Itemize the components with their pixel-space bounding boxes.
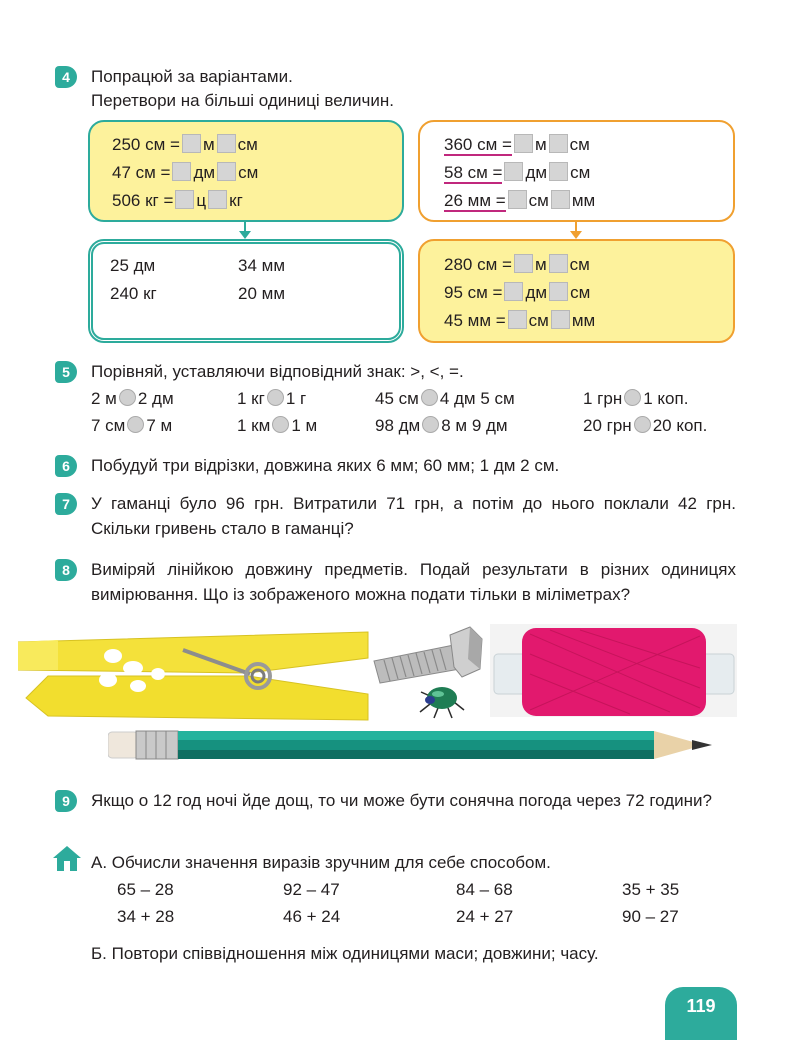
comparison-item: 7 см 7 м	[91, 416, 173, 435]
answer-square	[504, 282, 523, 301]
task-number-badge: 4	[55, 66, 77, 88]
answer-square	[182, 134, 201, 153]
expression: 46 + 24	[283, 907, 341, 926]
answer-square	[551, 190, 570, 209]
variant-box-c	[88, 239, 404, 343]
conversion-row: 47 см = дм см	[112, 163, 259, 182]
conversion-row: 250 см = м см	[112, 135, 258, 154]
task-number-badge: 8	[55, 559, 77, 581]
answer-square	[551, 310, 570, 329]
expression: 35 + 35	[622, 880, 680, 899]
answer-square	[549, 162, 568, 181]
value-text: 25 дм	[110, 256, 156, 275]
answer-square	[514, 254, 533, 273]
task-number-badge: 6	[55, 455, 77, 477]
value-text: 240 кг	[110, 284, 157, 303]
compare-circle	[634, 416, 651, 433]
expression: 92 – 47	[283, 880, 340, 899]
expression: 90 – 27	[622, 907, 679, 926]
task-instruction: Побудуй три відрізки, довжина яких 6 мм; 60 мм; 1 дм 2 см.	[91, 456, 560, 475]
expression: 34 + 28	[117, 907, 175, 926]
answer-square	[549, 134, 568, 153]
expression: 84 – 68	[456, 880, 513, 899]
compare-circle	[267, 389, 284, 406]
task-instruction: У гаманці було 96 грн. Витратили 71 грн, а потім до нього поклали 42 грн. Скільки гривень стало в гаманці?	[91, 494, 736, 538]
task-instruction: Попрацюй за варіантами.	[91, 67, 293, 86]
pencil-image	[108, 726, 712, 766]
comparison-item: 98 дм 8 м 9 дм	[375, 416, 508, 435]
compare-circle	[127, 416, 144, 433]
expression: 24 + 27	[456, 907, 514, 926]
orange-arrow-down-icon	[569, 222, 583, 240]
answer-square	[549, 254, 568, 273]
conversion-row: 360 см = м см	[444, 135, 590, 154]
answer-square	[172, 162, 191, 181]
teal-arrow-down-icon	[238, 222, 252, 240]
answer-square	[514, 134, 533, 153]
comparison-item: 45 см 4 дм 5 см	[375, 389, 515, 408]
answer-square	[508, 310, 527, 329]
conversion-row: 280 см = м см	[444, 255, 590, 274]
compare-circle	[119, 389, 136, 406]
compare-circle	[421, 389, 438, 406]
comparison-item: 20 грн 20 коп.	[583, 416, 708, 435]
home-icon	[52, 844, 82, 872]
clothespin-image	[18, 628, 370, 723]
bolt-image	[372, 625, 484, 685]
conversion-row: 45 мм = см мм	[444, 311, 596, 330]
beetle-image	[418, 680, 466, 720]
conversion-row: 58 см = дм см	[444, 163, 591, 182]
task-instruction: Порівняй, уставляючи відповідний знак: >, <, =.	[91, 362, 464, 381]
task-instruction: Перетвори на більші одиниці величин.	[91, 91, 394, 110]
variant-box-b	[418, 120, 735, 222]
answer-square	[217, 162, 236, 181]
answer-square	[217, 134, 236, 153]
home-task-a-text: А. Обчисли значення виразів зручним для себе способом.	[91, 853, 551, 872]
conversion-row: 26 мм = см мм	[444, 191, 596, 210]
answer-square	[504, 162, 523, 181]
task-instruction: Якщо о 12 год ночі йде дощ, то чи може бути сонячна погода через 72 години?	[91, 791, 712, 810]
value-text: 34 мм	[238, 256, 286, 275]
value-text: 20 мм	[238, 284, 286, 303]
comparison-item: 1 км 1 м	[237, 416, 318, 435]
answer-square	[508, 190, 527, 209]
home-task-b-text: Б. Повтори співвідношення між одиницями маси; довжини; часу.	[91, 944, 599, 963]
thread-spool-image	[490, 624, 737, 717]
task-number-badge: 7	[55, 493, 77, 515]
compare-circle	[624, 389, 641, 406]
task-number-badge: 5	[55, 361, 77, 383]
compare-circle	[272, 416, 289, 433]
comparison-item: 1 кг 1 г	[237, 389, 307, 408]
expression: 65 – 28	[117, 880, 174, 899]
answer-square	[549, 282, 568, 301]
comparison-item: 1 грн 1 коп.	[583, 389, 689, 408]
task-number-badge: 9	[55, 790, 77, 812]
conversion-row: 506 кг = ц кг	[112, 191, 243, 210]
answer-square	[208, 190, 227, 209]
page-number: 119	[665, 987, 737, 1040]
conversion-row: 95 см = дм см	[444, 283, 591, 302]
compare-circle	[422, 416, 439, 433]
task-instruction: Виміряй лінійкою довжину предметів. Подай результати в різних одиницях вимірювання. Що із зображеного можна подати тільки в міліметрах?	[91, 560, 736, 604]
answer-square	[175, 190, 194, 209]
variant-box-a	[88, 120, 404, 222]
comparison-item: 2 м 2 дм	[91, 389, 174, 408]
variant-box-d	[418, 239, 735, 343]
